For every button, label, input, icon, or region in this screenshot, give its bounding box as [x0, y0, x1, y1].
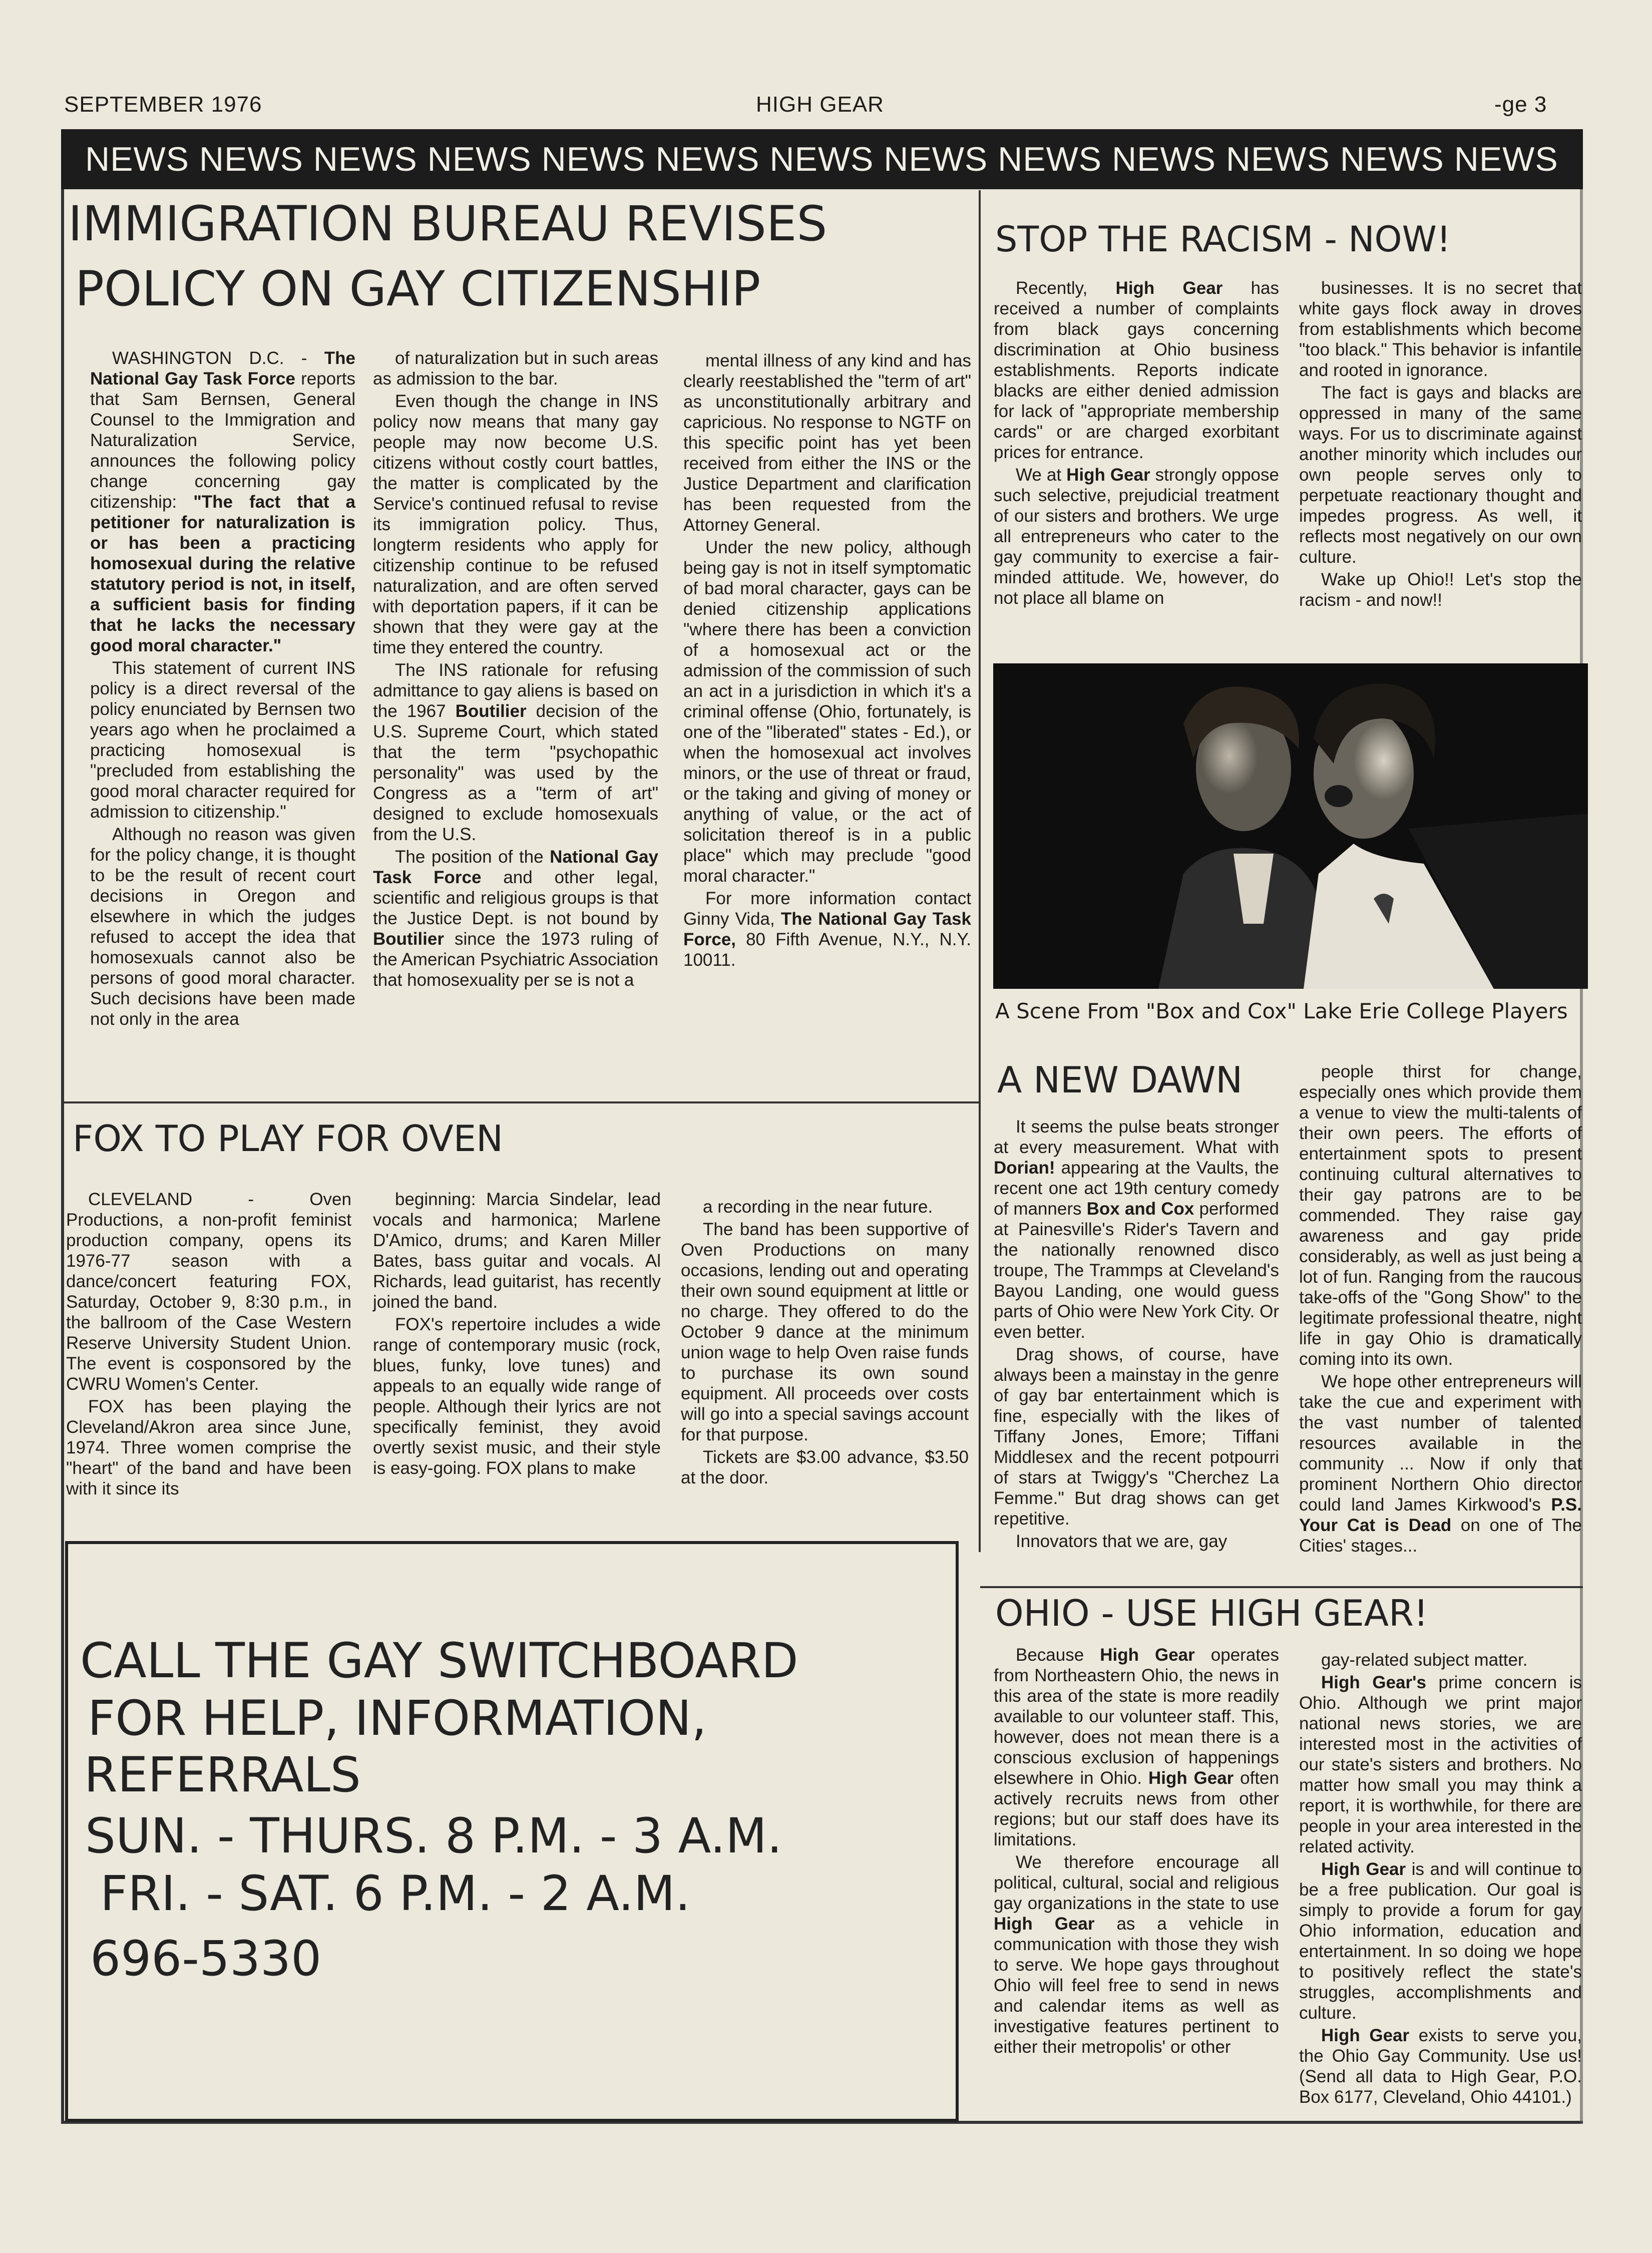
paragraph: Innovators that we are, gay	[1016, 1532, 1227, 1551]
fox-column-2	[373, 1189, 661, 1480]
frame-left-rule	[61, 131, 64, 2124]
paragraph: High Gear is and will continue to be a free publication. Our goal is simply to provide a forum for gay Ohio information, education and entertainment. In so doing we hope to positively reflect the state's struggles, accomplishments and culture.	[1299, 1859, 1582, 2023]
ohio-headline: OHIO - USE HIGH GEAR!	[995, 1592, 1428, 1634]
paragraph: of naturalization but in such areas as admission to the bar.	[373, 348, 658, 389]
paragraph: people thirst for change, especially ones which provide them a venue to view the multi-talents of their own peers. The efforts of entertainment spots to present continuing cultural alternatives to their gay patrons are to be commended. They raise gay awareness and gay pride considerably, as well as just being a lot of fun. Ranging from the raucous take-offs of the "Gong Show" to the legitimate professional theatre, night life in gay Ohio is dramatically coming into its own.	[1299, 1062, 1582, 1369]
fox-headline: FOX TO PLAY FOR OVEN	[73, 1117, 503, 1160]
racism-headline: STOP THE RACISM - NOW!	[995, 219, 1451, 260]
switchboard-hours-weekend: FRI. - SAT. 6 P.M. - 2 A.M.	[100, 1865, 691, 1922]
immigration-headline-1: IMMIGRATION BUREAU REVISES	[68, 196, 828, 252]
immigration-bottom-rule	[61, 1101, 980, 1103]
paragraph: The INS rationale for refusing admittance to gay aliens is based on the 1967 Boutilier decision of the U.S. Supreme Court, which stated that the term "psychopathic personality" was used by the Congress as a "term of art" designed to exclude homosexuals from the U.S.	[373, 660, 658, 844]
racism-column-2	[1299, 278, 1582, 612]
switchboard-phone-number: 696-5330	[90, 1931, 322, 1987]
dawn-headline: A NEW DAWN	[997, 1059, 1243, 1101]
dawn-column-2	[1299, 1061, 1582, 1558]
box-and-cox-photo	[993, 663, 1588, 989]
switchboard-line-1: CALL THE GAY SWITCHBOARD	[80, 1633, 798, 1689]
center-column-rule	[979, 190, 981, 1552]
dawn-bottom-rule	[980, 1586, 1583, 1588]
dawn-column-1	[994, 1116, 1279, 1554]
paragraph: High Gear's prime concern is Ohio. Although we print major national news stories, we are interested most in the activities of our state's sisters and brothers. No matter how small you may think a report, it is worthwhile, for there are people in your area interested in the related activity.	[1299, 1673, 1582, 1856]
paragraph: businesses. It is no secret that white gays flock away in droves from establishments which become "too black." This behavior is infantile and rooted in ignorance.	[1299, 278, 1582, 380]
paragraph: FOX has been playing the Cleveland/Akron area since June, 1974. Three women comprise the "heart" of the band and have been with it since its	[66, 1397, 351, 1498]
immigration-column-3	[683, 350, 971, 972]
paragraph: FOX's repertoire includes a wide range of contemporary music (rock, blues, funky, love tunes) and appeals to an equally wide range of people. Although their lyrics are not specifically feminist, they avoid overtly sexist music, and their style is easy-going. FOX plans to make	[373, 1315, 661, 1478]
paragraph: Drag shows, of course, have always been a mainstay in the genre of gay bar entertainment which is fine, especially with the likes of Tiffany Jones, Emore; Tiffani Middlesex and the recent potpourri of stars at Twiggy's "Cherchez La Femme." But drag shows can get repetitive.	[994, 1345, 1279, 1529]
paragraph: Even though the change in INS policy now means that many gay people may now become U.S. citizens without costly court battles, the matter is complicated by the Service's continued refusal to revise its immigration policy. Thus, longterm residents who apply for citizenship continue to be refused naturalization, and are often served with deportation papers, if it can be shown that they were gay at the time they entered the country.	[373, 392, 658, 657]
paragraph: gay-related subject matter.	[1321, 1650, 1528, 1670]
fox-column-1	[66, 1189, 351, 1501]
paragraph: For more information contact Ginny Vida, The National Gay Task Force, 80 Fifth Avenue, N.Y., N.Y. 10011.	[683, 889, 971, 970]
paragraph: The band has been supportive of Oven Productions on many occasions, lending out and operating their own sound equipment at little or no charge. They offered to do the October 9 dance at the minimum union wage to help Oven raise funds to purchase its own sound equipment. All proceeds over costs will go into a special savings account for that purpose.	[681, 1220, 969, 1444]
page-number: -ge 3	[1494, 92, 1547, 117]
paragraph: Recently, High Gear has received a number of complaints from black gays concerning discrimination at Ohio business establishments. Reports indicate blacks are either denied admission for lack of "appropriate membership cards" or are charged exorbitant prices for entrance.	[994, 278, 1279, 462]
paragraph: The fact is gays and blacks are oppressed in many of the same ways. For us to discriminate against another minority which includes our own people serves only to perpetuate reactionary thought and impedes progress. As well, it reflects most negatively on our own culture.	[1299, 383, 1582, 567]
paragraph: Because High Gear operates from Northeastern Ohio, the news in this area of the state is more readily available to our volunteer staff. This, however, does not mean there is a conscious exclusion of happenings elsewhere in Ohio. High Gear often actively recruits news from other regions; but our staff does have its limitations.	[994, 1645, 1279, 1849]
stage-scene-illustration	[993, 663, 1588, 989]
paragraph: beginning: Marcia Sindelar, lead vocals and harmonica; Marlene D'Amico, drums; and Karen Miller Bates, bass guitar and vocals. Al Richards, lead guitarist, has recently joined the band.	[373, 1190, 661, 1312]
paragraph: We therefore encourage all political, cultural, social and religious gay organizations in the state to use High Gear as a vehicle in communication with those they wish to serve. We hope gays throughout Ohio will feel free to send in news and calendar items as well as investigative features pertinent to either their metropolis' or other	[994, 1852, 1279, 2057]
paragraph: It seems the pulse beats stronger at every measurement. What with Dorian! appearing at the Vaults, the recent one act 19th century comedy of manners Box and Cox performed at Painesville's Rider's Tavern and the nationally renowned disco troupe, The Trammps at Cleveland's Bayou Landing, one would guess parts of Ohio were New York City. Or even better.	[994, 1117, 1280, 1342]
paragraph: Although no reason was given for the policy change, it is thought to be the result of recent court decisions in Oregon and elsewhere in which the judges refused to accept the idea that homosexuals cannot also be persons of good moral character. Such decisions have been made not only in the area	[90, 825, 355, 1029]
paragraph: The position of the National Gay Task Force and other legal, scientific and religious groups is that the Justice Dept. is not bound by Boutilier since the 1973 ruling of the American Psychiatric Association that homosexuality per se is not a	[373, 847, 658, 990]
news-banner: NEWS NEWS NEWS NEWS NEWS NEWS NEWS NEWS NEWS NEWS NEWS NEWS NEWS	[61, 129, 1583, 189]
paragraph: High Gear exists to serve you, the Ohio Gay Community. Use us! (Send all data to High Gear, P.O. Box 6177, Cleveland, Ohio 44101.)	[1299, 2026, 1582, 2107]
photo-caption: A Scene From "Box and Cox" Lake Erie College Players	[995, 999, 1568, 1023]
switchboard-line-3: REFERRALS	[84, 1747, 361, 1803]
racism-column-1	[994, 278, 1279, 610]
paragraph: Tickets are $3.00 advance, $3.50 at the door.	[681, 1447, 969, 1487]
switchboard-hours-weekday: SUN. - THURS. 8 P.M. - 3 A.M.	[85, 1808, 782, 1864]
publication-name: HIGH GEAR	[756, 92, 884, 117]
issue-date: SEPTEMBER 1976	[64, 92, 262, 117]
immigration-column-2	[373, 348, 658, 992]
paragraph: Under the new policy, although being gay is not in itself symptomatic of bad moral character, gays can be denied citizenship applications "where there has been a conviction of a homosexual act or the admission of the commission of such an act in a jurisdiction in which it's a criminal offense (Ohio, fortunately, is one of the "liberated" states - Ed.), or when the homosexual act involves minors, or the use of threat or fraud, or the taking and giving of money or anything of value, or the act of solicitation thereof is in a public place" which may preclude "good moral character."	[683, 538, 971, 886]
fox-column-3	[681, 1197, 969, 1490]
ohio-column-1	[994, 1645, 1279, 2059]
paragraph: CLEVELAND - Oven Productions, a non-profit feminist production company, opens its 1976-77 season with a dance/concert featuring FOX, Saturday, October 9, 8:30 p.m., in the ballroom of the Case Western Reserve University Student Union. The event is cosponsored by the CWRU Women's Center.	[66, 1190, 351, 1394]
paragraph: mental illness of any kind and has clearly reestablished the "term of art" as unconstitutionally arbitrary and capricious. No response to NGTF on this specific point has yet been received from either the INS or the Justice Department and clarification has been requested from the Attorney General.	[683, 351, 971, 535]
immigration-headline-2: POLICY ON GAY CITIZENSHIP	[75, 261, 761, 317]
immigration-column-1	[90, 348, 355, 1031]
paragraph: We hope other entrepreneurs will take the cue and experiment with the vast number of talented resources available in the community ... Now if only that prominent Northern Ohio director could land James Kirkwood's P.S. Your Cat is Dead on one of The Cities' stages...	[1299, 1372, 1582, 1556]
paragraph: a recording in the near future.	[703, 1197, 933, 1217]
ohio-column-2	[1299, 1650, 1582, 2109]
switchboard-line-2: FOR HELP, INFORMATION,	[88, 1690, 707, 1746]
paragraph: Wake up Ohio!! Let's stop the racism - and now!!	[1299, 570, 1582, 610]
paragraph: We at High Gear strongly oppose such selective, prejudicial treatment of our sisters and brothers. We urge all entrepreneurs who cater to the gay community to exercise a fair-minded attitude. We, however, do not place all blame on	[994, 465, 1279, 608]
paragraph: WASHINGTON D.C. - The National Gay Task Force reports that Sam Bernsen, General Counsel to the Immigration and Naturalization Service, announces the following policy change concerning gay citizenship: "The fact that a petitioner for naturalization is or has been a practicing homosexual during the relative statutory period is not, in itself, a sufficient basis for finding that he lacks the necessary good moral character."	[90, 348, 356, 655]
paragraph: This statement of current INS policy is a direct reversal of the policy enunciated by Bernsen two years ago when he proclaimed a practicing homosexual is "precluded from establishing the good moral character required for admission to citizenship."	[90, 658, 355, 822]
